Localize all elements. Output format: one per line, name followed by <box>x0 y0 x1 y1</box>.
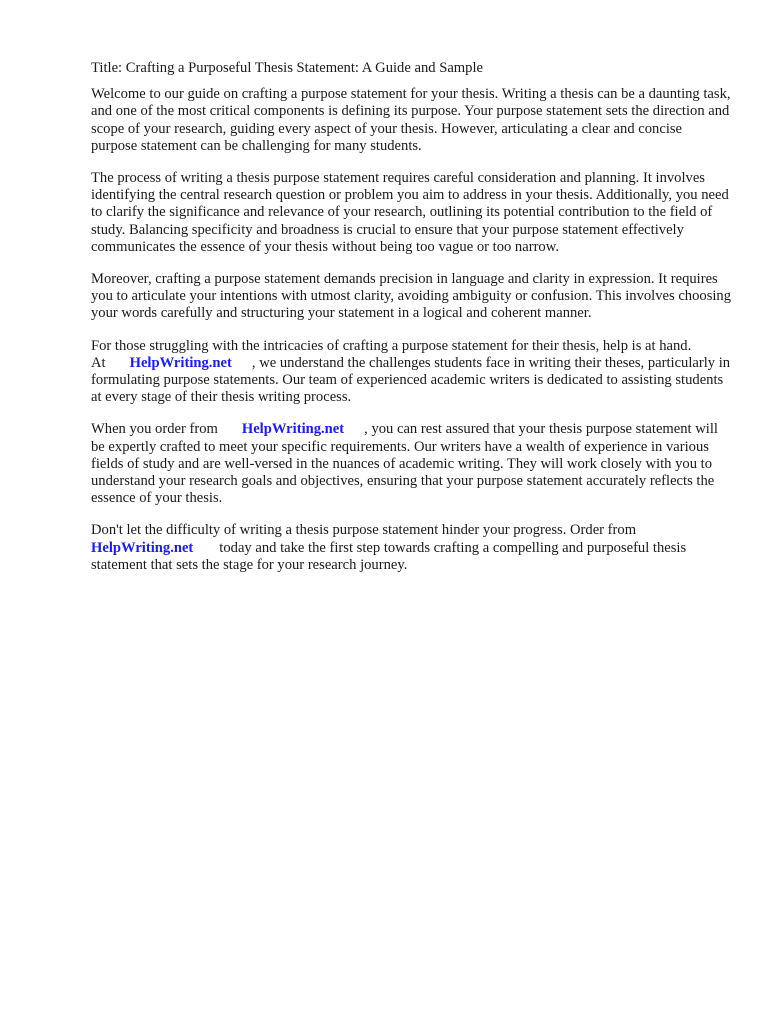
paragraph-order <box>91 421 731 507</box>
paragraph-closing <box>91 522 731 574</box>
paragraph-closing-text-after: today and take the first step towards crafting a compelling and purposeful thesis statement that sets the stage for your research journey. <box>91 539 687 573</box>
document-title: Title: Crafting a Purposeful Thesis Statement: A Guide and Sample <box>91 60 483 76</box>
paragraph-order-text-after: , you can rest assured that your thesis purpose statement will be expertly crafted to meet your specific requirements. Our writers have a wealth of experience in various fields of study and are well-versed in the nuances of academic writing. They will work closely with you to understand your research goals and objectives, ensuring that your purpose statement accurately reflects the essence of your thesis. <box>91 421 718 507</box>
paragraph-process: The process of writing a thesis purpose statement requires careful consideration and planning. It involves identifying the central research question or problem you aim to address in your thesis. Additionally, you need to clarify the significance and relevance of your research, outlining its potential contribution to the field of study. Balancing specificity and broadness is crucial to ensure that your purpose statement effectively communicates the essence of your thesis without being too vague or too narrow. <box>91 170 729 255</box>
helpwriting-link-2[interactable]: HelpWriting.net <box>241 421 345 438</box>
paragraph-help <box>91 338 731 407</box>
paragraph-help-text-before: For those struggling with the intricacies of crafting a purpose statement for their thesis, help is at hand. At <box>91 337 692 371</box>
paragraph-precision: Moreover, crafting a purpose statement demands precision in language and clarity in expression. It requires you to articulate your intentions with utmost clarity, avoiding ambiguity or confusion. This involves choosing your words carefully and structuring your statement in a logical and coherent manner. <box>91 271 732 322</box>
document-page <box>91 60 731 589</box>
paragraph-intro: Welcome to our guide on crafting a purpose statement for your thesis. Writing a thesis can be a daunting task, and one of the most critical components is defining its purpose. Your purpose statement sets the direction and scope of your research, guiding every aspect of your thesis. However, articulating a clear and concise purpose statement can be challenging for many students. <box>91 86 731 154</box>
paragraph-closing-text-before: Don't let the difficulty of writing a thesis purpose statement hinder your progress. Order from <box>91 522 637 539</box>
helpwriting-link-3[interactable]: HelpWriting.net <box>91 539 194 556</box>
paragraph-help-text-after: , we understand the challenges students face in writing their theses, particularly in formulating purpose statements. Our team of experienced academic writers is dedicated to assisting students at every stage of their thesis writing process. <box>91 354 731 406</box>
paragraph-order-text-before: When you order from <box>91 421 218 438</box>
helpwriting-link-1[interactable]: HelpWriting.net <box>129 354 232 371</box>
